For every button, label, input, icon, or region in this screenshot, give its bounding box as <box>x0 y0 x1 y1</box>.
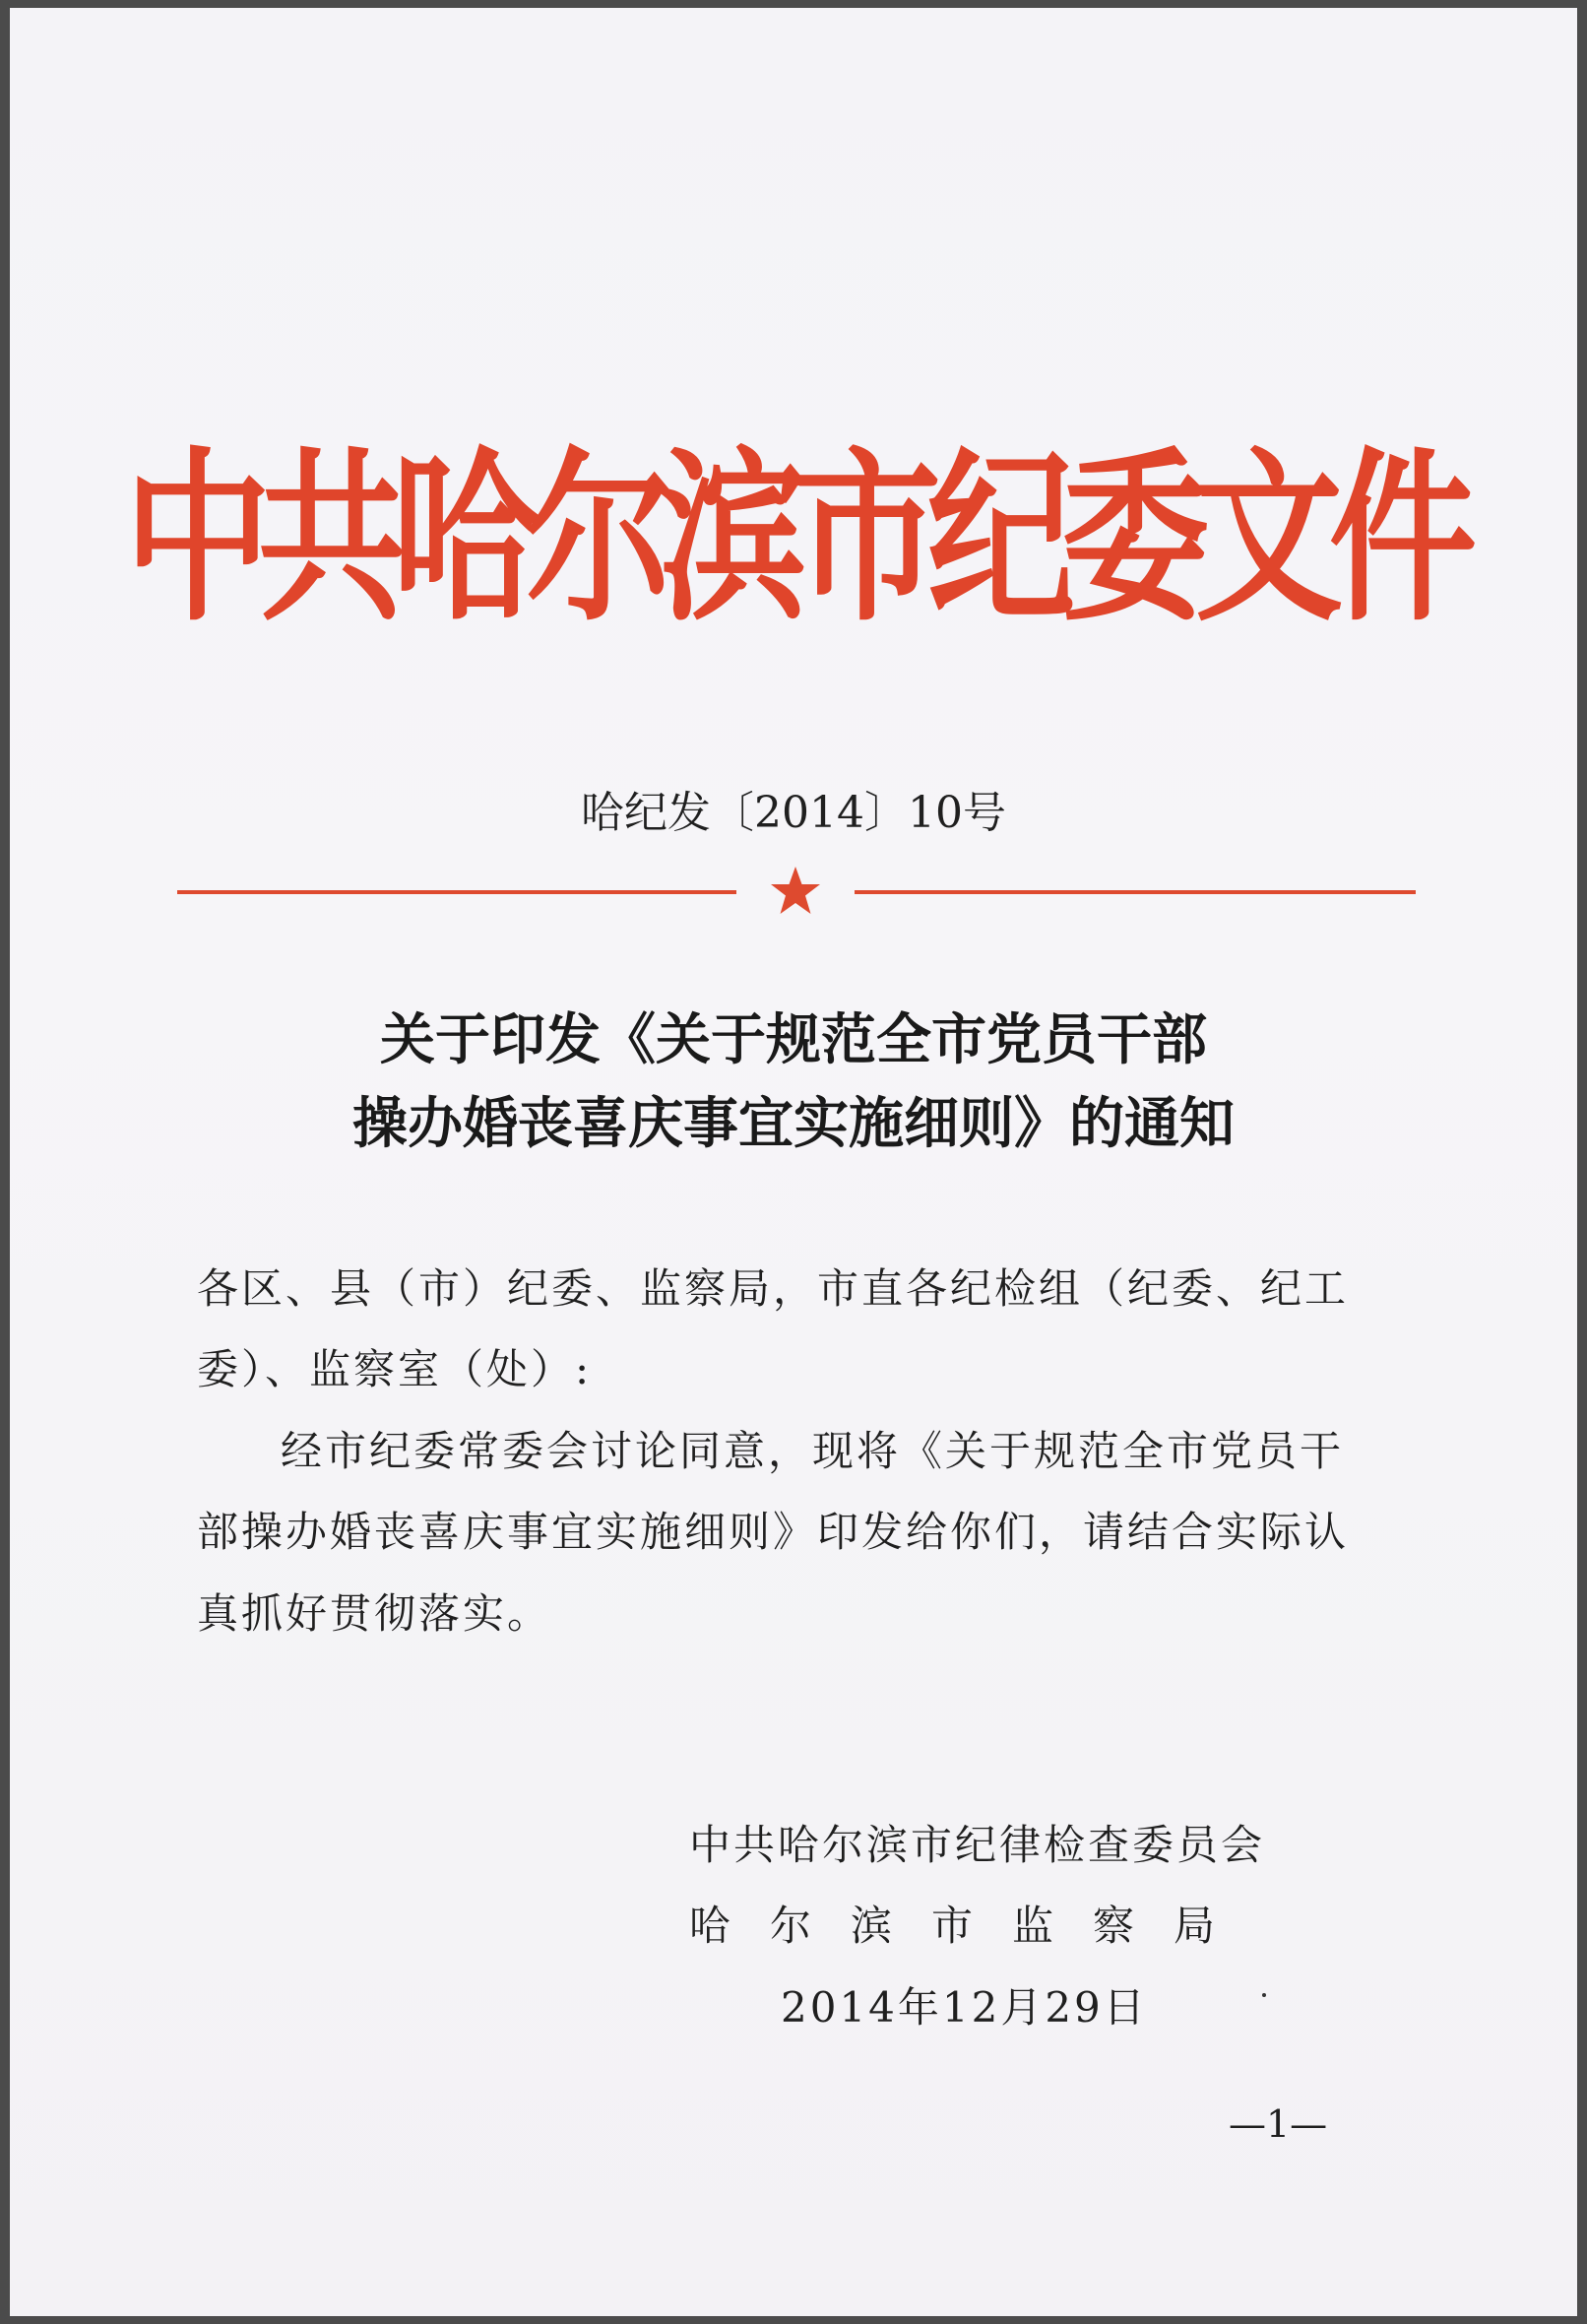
notice-title-line-1: 关于印发《关于规范全市党员干部 <box>380 1007 1207 1072</box>
signature-org-1: 中共哈尔滨市纪律检查委员会 <box>689 1821 1266 1869</box>
body-line: 委）、监察室（处）: <box>197 1345 593 1393</box>
body-line: 各区、县（市）纪委、监察局，市直各纪检组（纪委、纪工 <box>197 1264 1350 1313</box>
header-divider-left <box>177 890 736 894</box>
body-line: 经市纪委常委会讨论同意，现将《关于规范全市党员干 <box>281 1427 1345 1475</box>
body-line: 部操办婚丧喜庆事宜实施细则》印发给你们，请结合实际认 <box>197 1508 1350 1556</box>
signature-date: 2014年12月29日 <box>781 1983 1148 2032</box>
body-line: 真抓好贯彻落实。 <box>197 1589 552 1638</box>
header-divider-right <box>855 890 1416 894</box>
document-number: 哈纪发〔2014〕10号 <box>581 788 1006 838</box>
document-page <box>10 8 1577 2316</box>
scan-speck <box>1262 1993 1266 1997</box>
signature-org-2: 哈尔滨市监察局 <box>689 1902 1255 1950</box>
page-number: —1— <box>1229 2102 1328 2146</box>
notice-title-line-2: 操办婚丧喜庆事宜实施细则》的通知 <box>352 1091 1235 1156</box>
document-header-title: 中共哈尔滨市纪委文件 <box>123 432 1463 647</box>
star-icon <box>766 863 825 922</box>
